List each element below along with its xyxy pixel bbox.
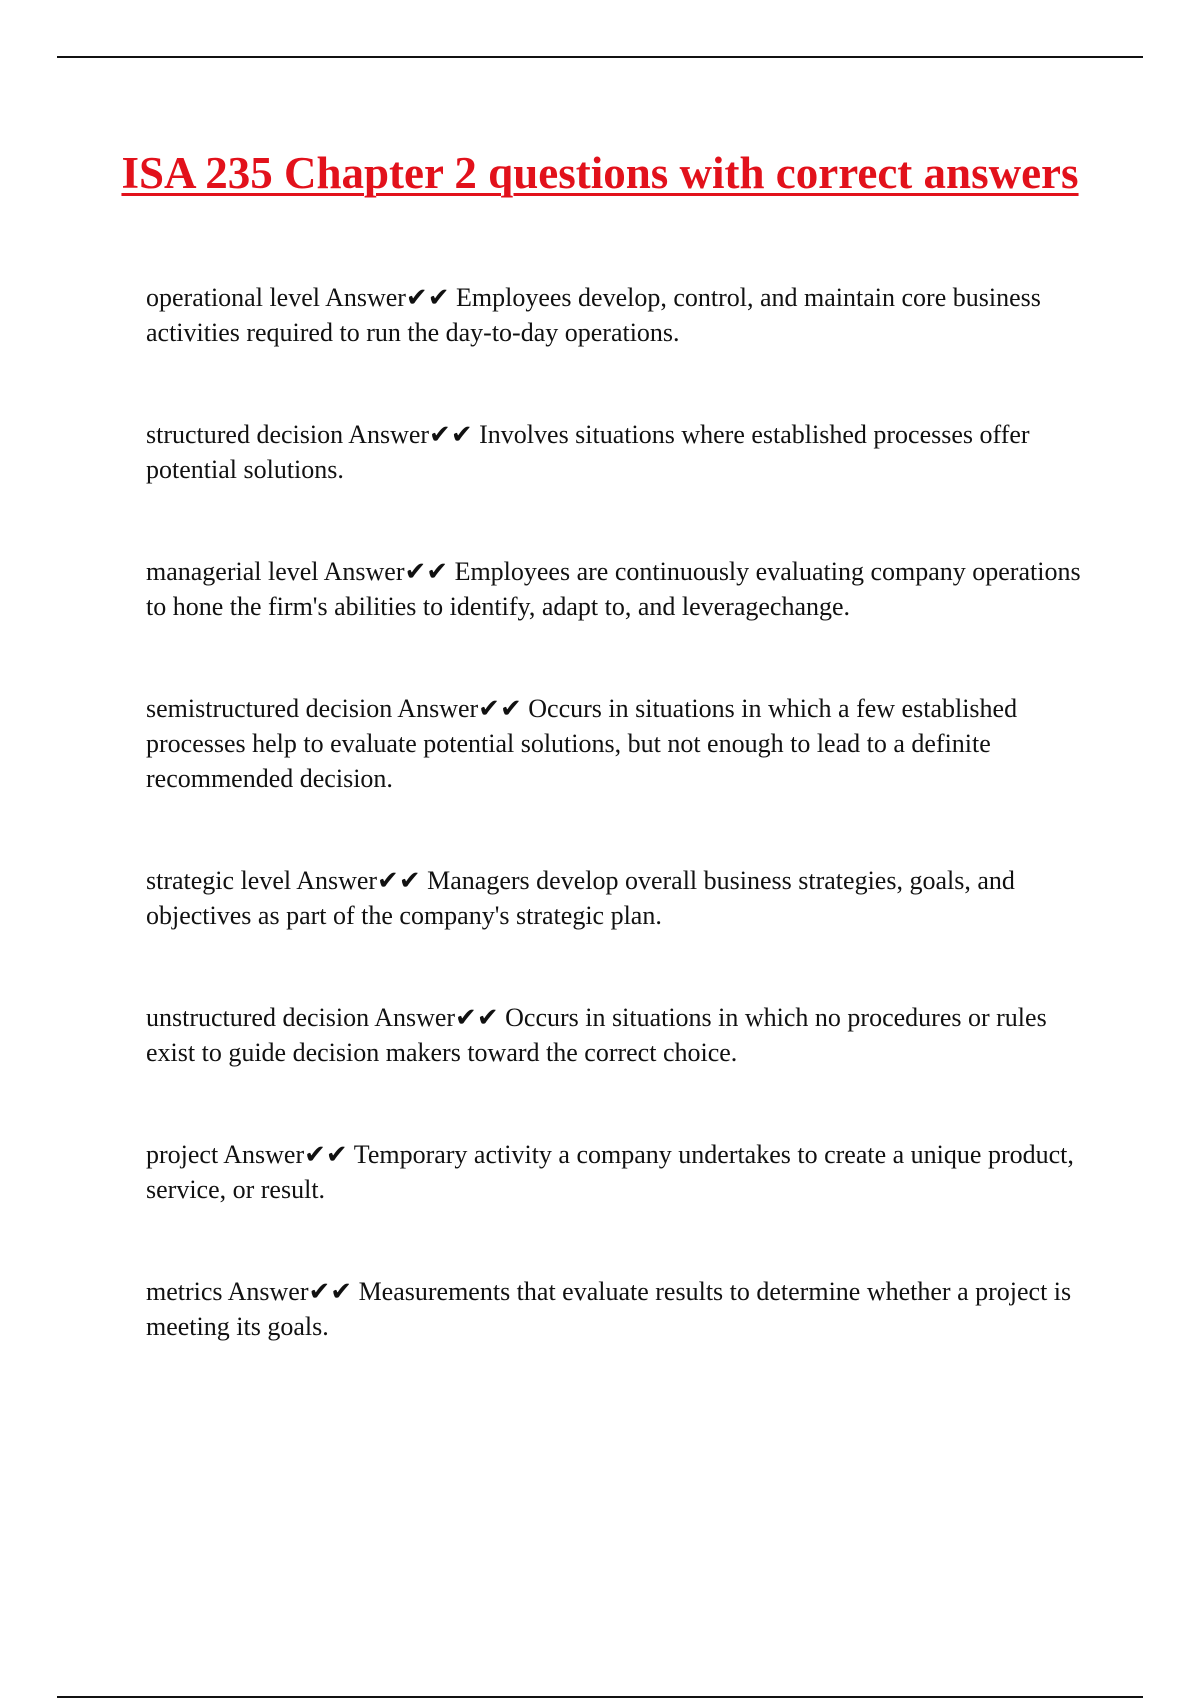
list-item (146, 1274, 1096, 1344)
term: metrics (146, 1277, 223, 1306)
list-item (146, 863, 1096, 933)
list-item (146, 1000, 1096, 1070)
list-item (146, 554, 1096, 624)
list-item (146, 691, 1096, 796)
top-divider (57, 56, 1143, 58)
definition: Occurs in situations in which no procedures or rules exist to guide decision makers toward the correct choice. (146, 1003, 1047, 1067)
term: unstructured decision (146, 1003, 370, 1032)
list-item (146, 1137, 1096, 1207)
answer-marker: Answer✔✔ (374, 1003, 499, 1032)
definition: Employees are continuously evaluating company operations to hone the firm's abilities to identify, adapt to, and leveragechange. (146, 557, 1081, 621)
term: strategic level (146, 866, 292, 895)
answer-marker: Answer✔✔ (323, 557, 449, 586)
definition: Involves situations where established processes offer potential solutions. (146, 420, 1030, 484)
answer-marker: Answer✔✔ (223, 1140, 348, 1169)
list-item (146, 417, 1096, 487)
answer-marker: Answer✔✔ (348, 420, 473, 449)
qa-list (146, 280, 1096, 1344)
term: structured decision (146, 420, 344, 449)
answer-marker: Answer✔✔ (296, 866, 421, 895)
answer-marker: Answer✔✔ (227, 1277, 353, 1306)
list-item (146, 280, 1096, 350)
answer-marker: Answer✔✔ (397, 694, 522, 723)
answer-marker: Answer✔✔ (325, 283, 450, 312)
term: semistructured decision (146, 694, 393, 723)
term: managerial level (146, 557, 319, 586)
definition: Temporary activity a company undertakes to create a unique product, service, or result. (146, 1140, 1074, 1204)
term: project (146, 1140, 219, 1169)
page-title: ISA 235 Chapter 2 questions with correct answers (121, 148, 1079, 198)
definition: Measurements that evaluate results to determine whether a project is meeting its goals. (146, 1277, 1072, 1341)
definition: Occurs in situations in which a few established processes help to evaluate potential solutions, but not enough to lead to a definite recommended decision. (146, 694, 1018, 793)
definition: Employees develop, control, and maintain core business activities required to run the day-to-day operations. (146, 283, 1041, 347)
definition: Managers develop overall business strategies, goals, and objectives as part of the company's strategic plan. (146, 866, 1015, 930)
term: operational level (146, 283, 320, 312)
bottom-divider (57, 1696, 1143, 1698)
